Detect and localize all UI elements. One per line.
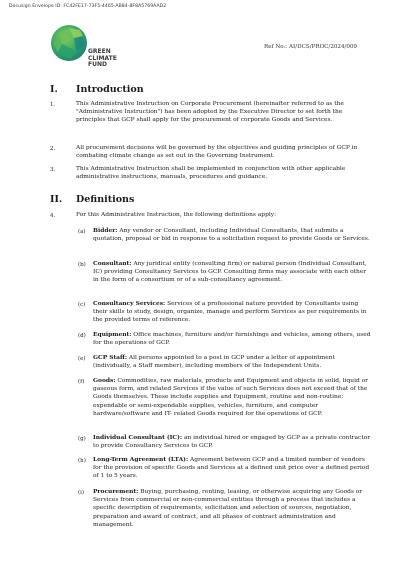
- definition-item: [93, 300, 373, 325]
- definition-label: (b): [78, 262, 86, 268]
- definition-item: [93, 227, 373, 243]
- definition-label: (g): [78, 436, 86, 442]
- definition-body: an individual hired or engaged by GCP as a private contractor to provide Consultancy Services to GCP.: [93, 435, 371, 450]
- reference-number: Ref No.: AI/DCS/PROC/2024/009: [264, 44, 358, 50]
- definition-body: Buying, purchasing, renting, leasing, or otherwise acquiring any Goods or Services from commercial or non-commercial entities through a process that includes a specific description of requirements, solicitation and selection of sources, negotiation, preparation and award of contract, and all phases of contract administration and management.: [93, 489, 363, 528]
- definition-item: [93, 456, 373, 481]
- paragraph-number: 2.: [50, 146, 56, 152]
- definition-item: [93, 354, 373, 370]
- definition-label: (h): [78, 458, 86, 464]
- paragraph-number: 4.: [50, 213, 56, 219]
- section-title-introduction: Introduction: [76, 84, 144, 95]
- definition-item: [93, 488, 373, 529]
- paragraph-text: This Administrative Instruction shall be implemented in conjunction with other applicable administrative instructions, manuals, procedures and guidance.: [76, 166, 346, 181]
- definition-label: (i): [78, 490, 85, 496]
- section-number: I.: [50, 84, 58, 95]
- paragraph-text: This Administrative Instruction on Corporate Procurement (hereinafter referred to as the "Administrative Instruction") has been adopted by the Executive Director to set forth the principles that GCP shall apply for the procurement of corporate Goods and Services.: [76, 101, 344, 124]
- paragraph-text: All procurement decisions will be governed by the objectives and guiding principles of GCP in combating climate change as set out in the Governing Instrument.: [76, 145, 358, 160]
- definition-label: (a): [78, 229, 86, 235]
- definition-body: Commodities, raw materials, products and Equipment and objects in solid, liquid or gaseous form, and related Services if the value of such Services does not exceed that of the Goods themselves. These include supplies and Equipment, routine and non-routine; expendable or semi-expendable supplies, vehicles, furniture, and computer hardware/software and IT- related Goods required for the operations of GCP.: [93, 378, 368, 417]
- definition-item: [93, 377, 373, 418]
- definition-item: [93, 331, 373, 347]
- definition-term: Consultancy Services:: [93, 300, 166, 307]
- section-title-definitions: Definitions: [76, 194, 135, 205]
- definition-body: Any juridical entity (consulting firm) or natural person (Individual Consultant, IC) providing Consultancy Services to GCP. Consulting firms may associate with each other in the form of a consortium or of a sub-consultancy agreement.: [93, 261, 367, 284]
- definition-label: (e): [78, 356, 86, 362]
- definition-body: Office machines, furniture and/or furnishings and vehicles, among others, used for the operations of GCP.: [93, 332, 371, 347]
- logo-wordmark: GREEN CLIMATE FUND: [88, 48, 117, 69]
- definition-item: [93, 434, 373, 450]
- definition-body: Agreement between GCP and a limited number of vendors for the provision of specific Goods and Services at a defined unit price over a defined period of 1 to 5 years.: [93, 457, 370, 480]
- definition-body: Services of a professional nature provided by Consultants using their skills to study, design, organize, manage and perform Services as per requirements in the provided terms of reference.: [93, 301, 367, 324]
- definition-term: Long-Term Agreement (LTA):: [93, 456, 189, 463]
- definition-term: Goods:: [93, 377, 116, 384]
- definition-body: Any vendor or Consultant, including Individual Consultants, that submits a quotation, proposal or bid in response to a solicitation request to provide Goods or Services.: [93, 228, 370, 243]
- paragraph-text: For this Administrative Instruction, the following definitions apply:: [76, 212, 277, 218]
- envelope-id: Docusign Envelope ID: FC42FE17-73F5-4465-AB84-8F8A5769AAD2: [9, 4, 167, 9]
- definition-label: (c): [78, 302, 86, 308]
- definition-term: Equipment:: [93, 331, 132, 338]
- definition-item: [93, 260, 373, 285]
- definition-term: Individual Consultant (IC):: [93, 434, 183, 441]
- paragraph-number: 1.: [50, 102, 56, 108]
- definition-body: All persons appointed to a post in GCP under a letter of appointment (individually, a Staff member), including members of the Independent Units.: [93, 355, 335, 370]
- section-number: II.: [50, 194, 63, 205]
- definition-label: (d): [78, 333, 86, 339]
- definition-label: (f): [78, 379, 85, 385]
- paragraph-number: 3.: [50, 167, 56, 173]
- definition-term: Procurement:: [93, 488, 139, 495]
- definition-term: GCP Staff:: [93, 354, 128, 361]
- definition-term: Consultant:: [93, 260, 132, 267]
- definition-term: Bidder:: [93, 227, 118, 234]
